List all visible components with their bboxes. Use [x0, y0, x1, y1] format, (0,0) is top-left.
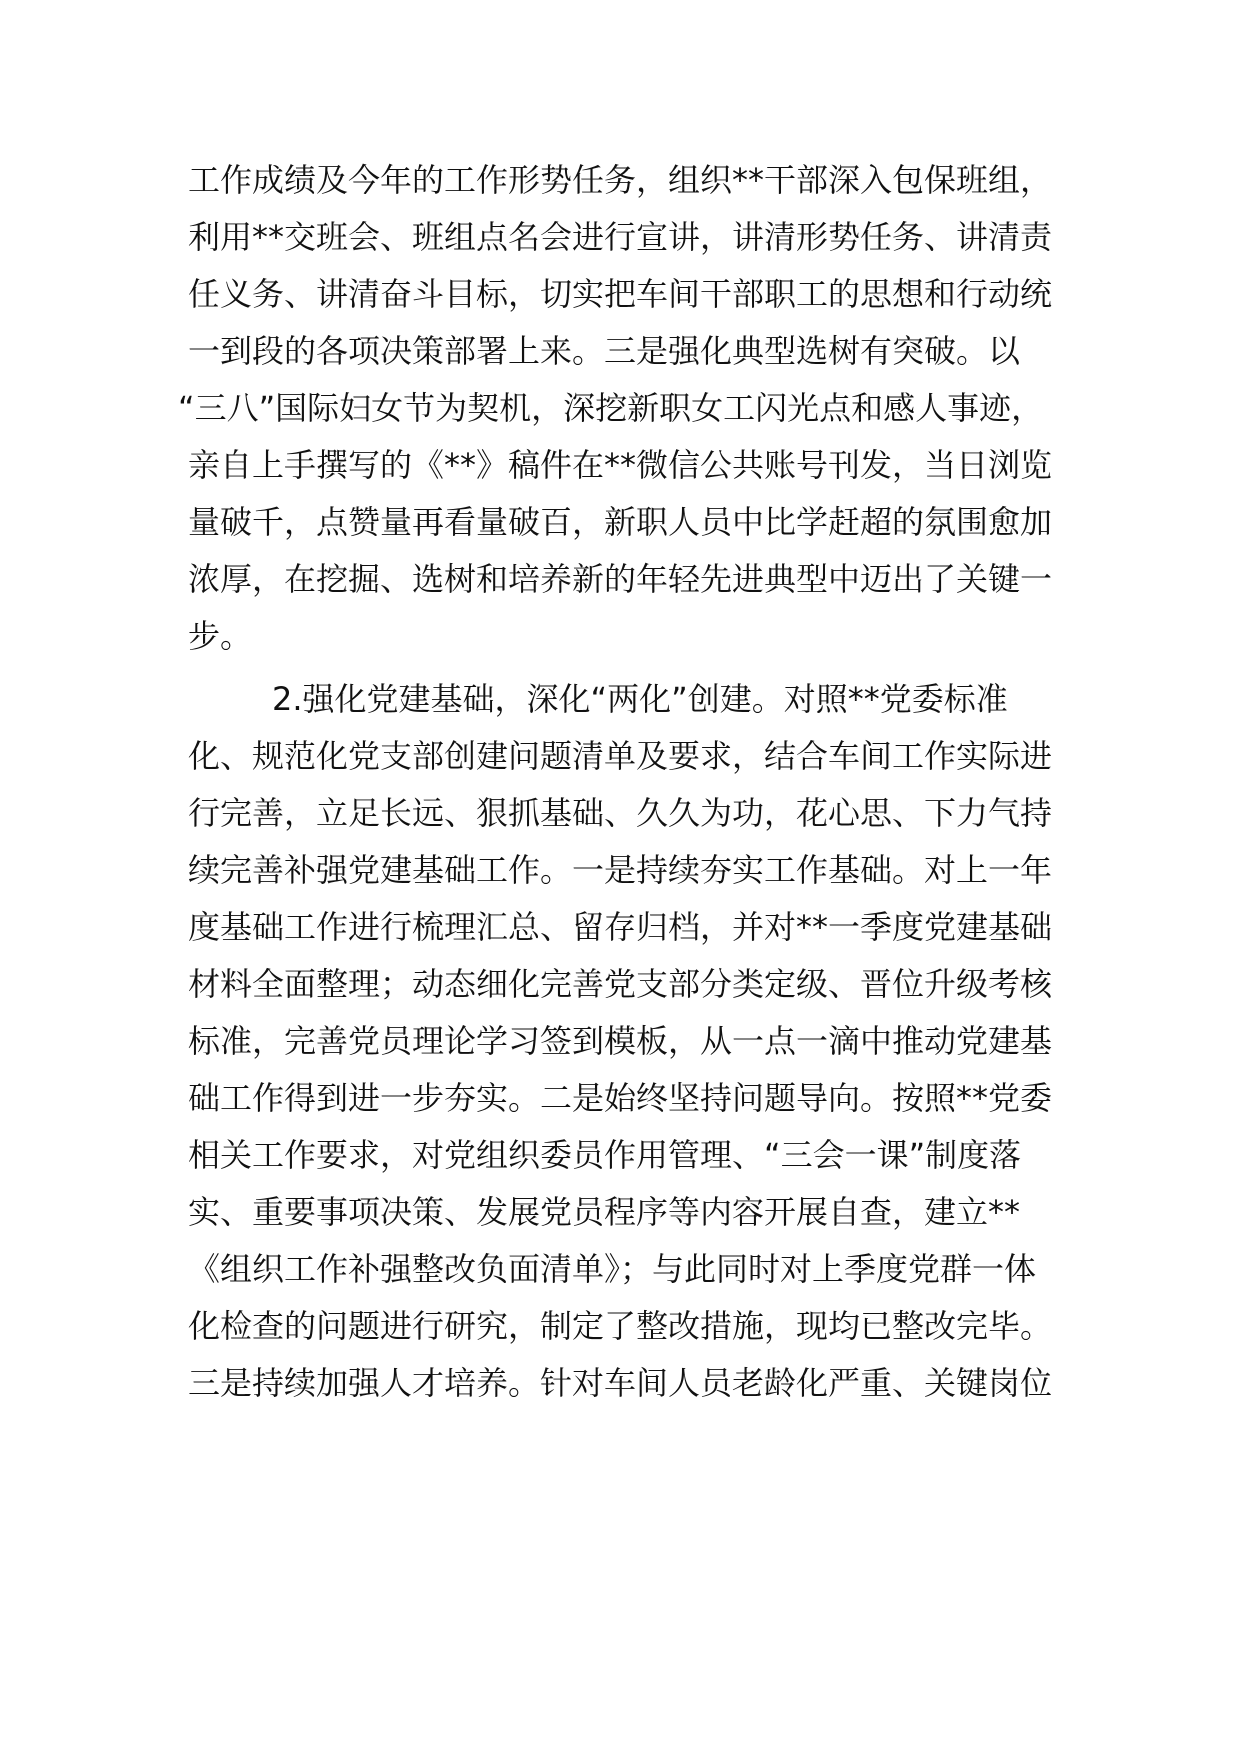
- text-line: 工作成绩及今年的工作形势任务，组织**干部深入包保班组，: [188, 161, 1053, 199]
- text-line: 利用**交班会、班组点名会进行宣讲，讲清形势任务、讲清责: [188, 218, 1053, 256]
- text-line: 化、规范化党支部创建问题清单及要求，结合车间工作实际进: [188, 737, 1053, 775]
- text-line: 《组织工作补强整改负面清单》；与此同时对上季度党群一体: [188, 1250, 1037, 1288]
- text-line: 亲自上手撰写的《**》稿件在**微信公共账号刊发，当日浏览: [188, 446, 1053, 484]
- paragraph-heading-line: 2.强化党建基础，深化“两化”创建。对照**党委标准: [272, 680, 1008, 718]
- text-line: 三是持续加强人才培养。针对车间人员老龄化严重、关键岗位: [188, 1364, 1053, 1402]
- text-line: 础工作得到进一步夯实。二是始终坚持问题导向。按照**党委: [188, 1079, 1053, 1117]
- text-line: 浓厚，在挖掘、选树和培养新的年轻先进典型中迈出了关键一: [188, 560, 1053, 598]
- text-line: 续完善补强党建基础工作。一是持续夯实工作基础。对上一年: [188, 851, 1053, 889]
- text-line: 实、重要事项决策、发展党员程序等内容开展自查，建立**: [188, 1193, 1021, 1231]
- text-line: 一到段的各项决策部署上来。三是强化典型选树有突破。以: [188, 332, 1021, 370]
- text-line: 量破千，点赞量再看量破百，新职人员中比学赶超的氛围愈加: [188, 503, 1053, 541]
- text-line: 行完善，立足长远、狠抓基础、久久为功，花心思、下力气持: [188, 794, 1053, 832]
- text-line: 标准，完善党员理论学习签到模板，从一点一滴中推动党建基: [188, 1022, 1053, 1060]
- text-line: 相关工作要求，对党组织委员作用管理、“三会一课”制度落: [188, 1136, 1022, 1174]
- text-line: 任义务、讲清奋斗目标，切实把车间干部职工的思想和行动统: [188, 275, 1053, 313]
- text-line: 步。: [188, 617, 253, 655]
- text-line: 材料全面整理；动态细化完善党支部分类定级、晋位升级考核: [188, 965, 1053, 1003]
- text-line: 化检查的问题进行研究，制定了整改措施，现均已整改完毕。: [188, 1307, 1053, 1345]
- text-line: “三八”国际妇女节为契机，深挖新职女工闪光点和感人事迹，: [178, 389, 1044, 427]
- text-line: 度基础工作进行梳理汇总、留存归档，并对**一季度党建基础: [188, 908, 1053, 946]
